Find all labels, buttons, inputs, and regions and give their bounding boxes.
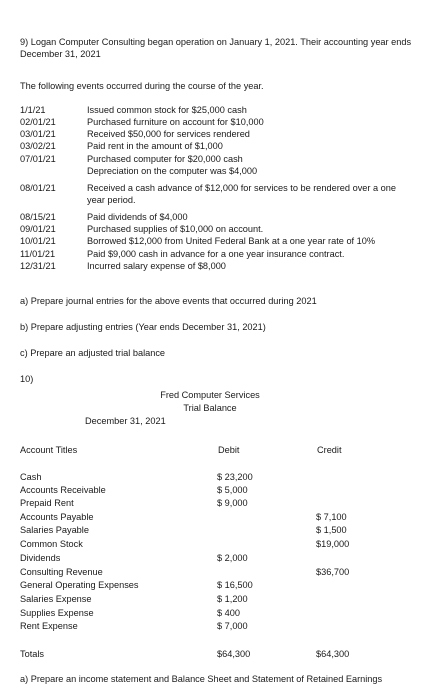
event-date: 07/01/21 <box>20 153 56 164</box>
event-desc: Borrowed $12,000 from United Federal Bank at a one year rate of 10% <box>87 236 376 247</box>
event-row <box>20 182 415 206</box>
account-name: Cash <box>20 472 42 482</box>
debit-amount: $ 2,000 <box>217 553 248 563</box>
event-row <box>20 104 415 116</box>
table-row <box>20 579 400 591</box>
account-name: Prepaid Rent <box>20 498 74 508</box>
event-desc: Paid rent in the amount of $1,000 <box>87 141 223 152</box>
event-row <box>20 140 415 152</box>
event-row <box>20 128 415 140</box>
totals-label: Totals <box>20 649 44 659</box>
table-row <box>20 484 400 496</box>
event-row <box>20 223 415 235</box>
account-name: Salaries Payable <box>20 525 89 535</box>
q9-part-c: c) Prepare an adjusted trial balance <box>20 348 166 358</box>
event-row <box>20 260 415 272</box>
q10-number: 10) <box>20 374 34 384</box>
event-desc: Purchased furniture on account for $10,000 <box>87 117 264 128</box>
credit-amount: $36,700 <box>316 567 350 577</box>
event-date: 1/1/21 <box>20 105 46 115</box>
table-row <box>20 538 400 550</box>
account-name: Supplies Expense <box>20 608 94 618</box>
q9-intro: 9) Logan Computer Consulting began operation on January 1, 2021. Their accounting year ends December 31, 2021 <box>20 37 412 60</box>
credit-amount: $ 1,500 <box>316 525 347 535</box>
event-row <box>20 116 415 128</box>
event-date: 09/01/21 <box>20 224 56 235</box>
q10-part-a: a) Prepare an income statement and Balance Sheet and Statement of Retained Earnings <box>20 674 383 684</box>
event-date: 08/01/21 <box>20 182 56 193</box>
header-debit: Debit <box>218 445 240 455</box>
credit-amount: $19,000 <box>316 539 350 549</box>
q9-part-b: b) Prepare adjusting entries (Year ends December 31, 2021) <box>20 322 266 332</box>
event-desc: Purchased computer for $20,000 cash <box>87 153 243 164</box>
event-desc: Received $50,000 for services rendered <box>87 129 250 140</box>
event-desc: Purchased supplies of $10,000 on account. <box>87 224 264 235</box>
event-row <box>20 248 415 260</box>
account-name: Common Stock <box>20 539 83 549</box>
account-name: Dividends <box>20 553 61 563</box>
event-date: 03/01/21 <box>20 129 56 140</box>
totals-debit: $64,300 <box>217 649 251 659</box>
debit-amount: $ 5,000 <box>217 485 248 495</box>
credit-amount: $ 7,100 <box>316 512 347 522</box>
debit-amount: $ 16,500 <box>217 580 253 590</box>
table-row <box>20 566 400 578</box>
event-date: 10/01/21 <box>20 236 56 247</box>
account-name: Consulting Revenue <box>20 567 103 577</box>
event-desc: Depreciation on the computer was $4,000 <box>87 165 258 176</box>
account-name: Accounts Payable <box>20 512 94 522</box>
table-row <box>20 593 400 605</box>
debit-amount: $ 9,000 <box>217 498 248 508</box>
totals-credit: $64,300 <box>316 649 350 659</box>
account-name: Salaries Expense <box>20 594 92 604</box>
event-date: 02/01/21 <box>20 117 56 128</box>
event-row <box>20 211 415 223</box>
company-name: Fred Computer Services <box>160 390 260 400</box>
event-desc: Paid dividends of $4,000 <box>87 212 188 223</box>
account-name: General Operating Expenses <box>20 580 139 590</box>
debit-amount: $ 7,000 <box>217 621 248 631</box>
table-row <box>20 471 400 483</box>
account-name: Rent Expense <box>20 621 78 631</box>
event-row <box>20 235 415 247</box>
report-date: December 31, 2021 <box>85 416 166 426</box>
event-date: 08/15/21 <box>20 212 56 223</box>
trial-balance-header <box>20 444 400 456</box>
event-date: 03/02/21 <box>20 141 56 152</box>
report-title: Trial Balance <box>183 403 237 413</box>
table-row <box>20 552 400 564</box>
q9-events-list <box>20 104 415 272</box>
event-date <box>20 165 87 177</box>
header-credit: Credit <box>317 445 342 455</box>
q9-part-a: a) Prepare journal entries for the above events that occurred during 2021 <box>20 296 317 306</box>
table-row <box>20 524 400 536</box>
event-date: 11/01/21 <box>20 248 56 259</box>
event-desc: Received a cash advance of $12,000 for services to be rendered over a one year period. <box>87 182 396 205</box>
debit-amount: $ 23,200 <box>217 472 253 482</box>
event-desc: Incurred salary expense of $8,000 <box>87 260 226 271</box>
totals-row <box>20 648 400 660</box>
event-date: 12/31/21 <box>20 260 56 271</box>
account-name: Accounts Receivable <box>20 485 106 495</box>
table-row <box>20 511 400 523</box>
q9-events-intro: The following events occurred during the course of the year. <box>20 81 264 91</box>
table-row <box>20 497 400 509</box>
header-account-titles: Account Titles <box>20 445 78 455</box>
event-desc: Paid $9,000 cash in advance for a one year insurance contract. <box>87 248 345 259</box>
debit-amount: $ 1,200 <box>217 594 248 604</box>
table-row <box>20 620 400 632</box>
event-desc: Issued common stock for $25,000 cash <box>87 105 247 115</box>
debit-amount: $ 400 <box>217 608 240 618</box>
event-row <box>20 165 415 177</box>
event-row <box>20 153 415 165</box>
table-row <box>20 607 400 619</box>
